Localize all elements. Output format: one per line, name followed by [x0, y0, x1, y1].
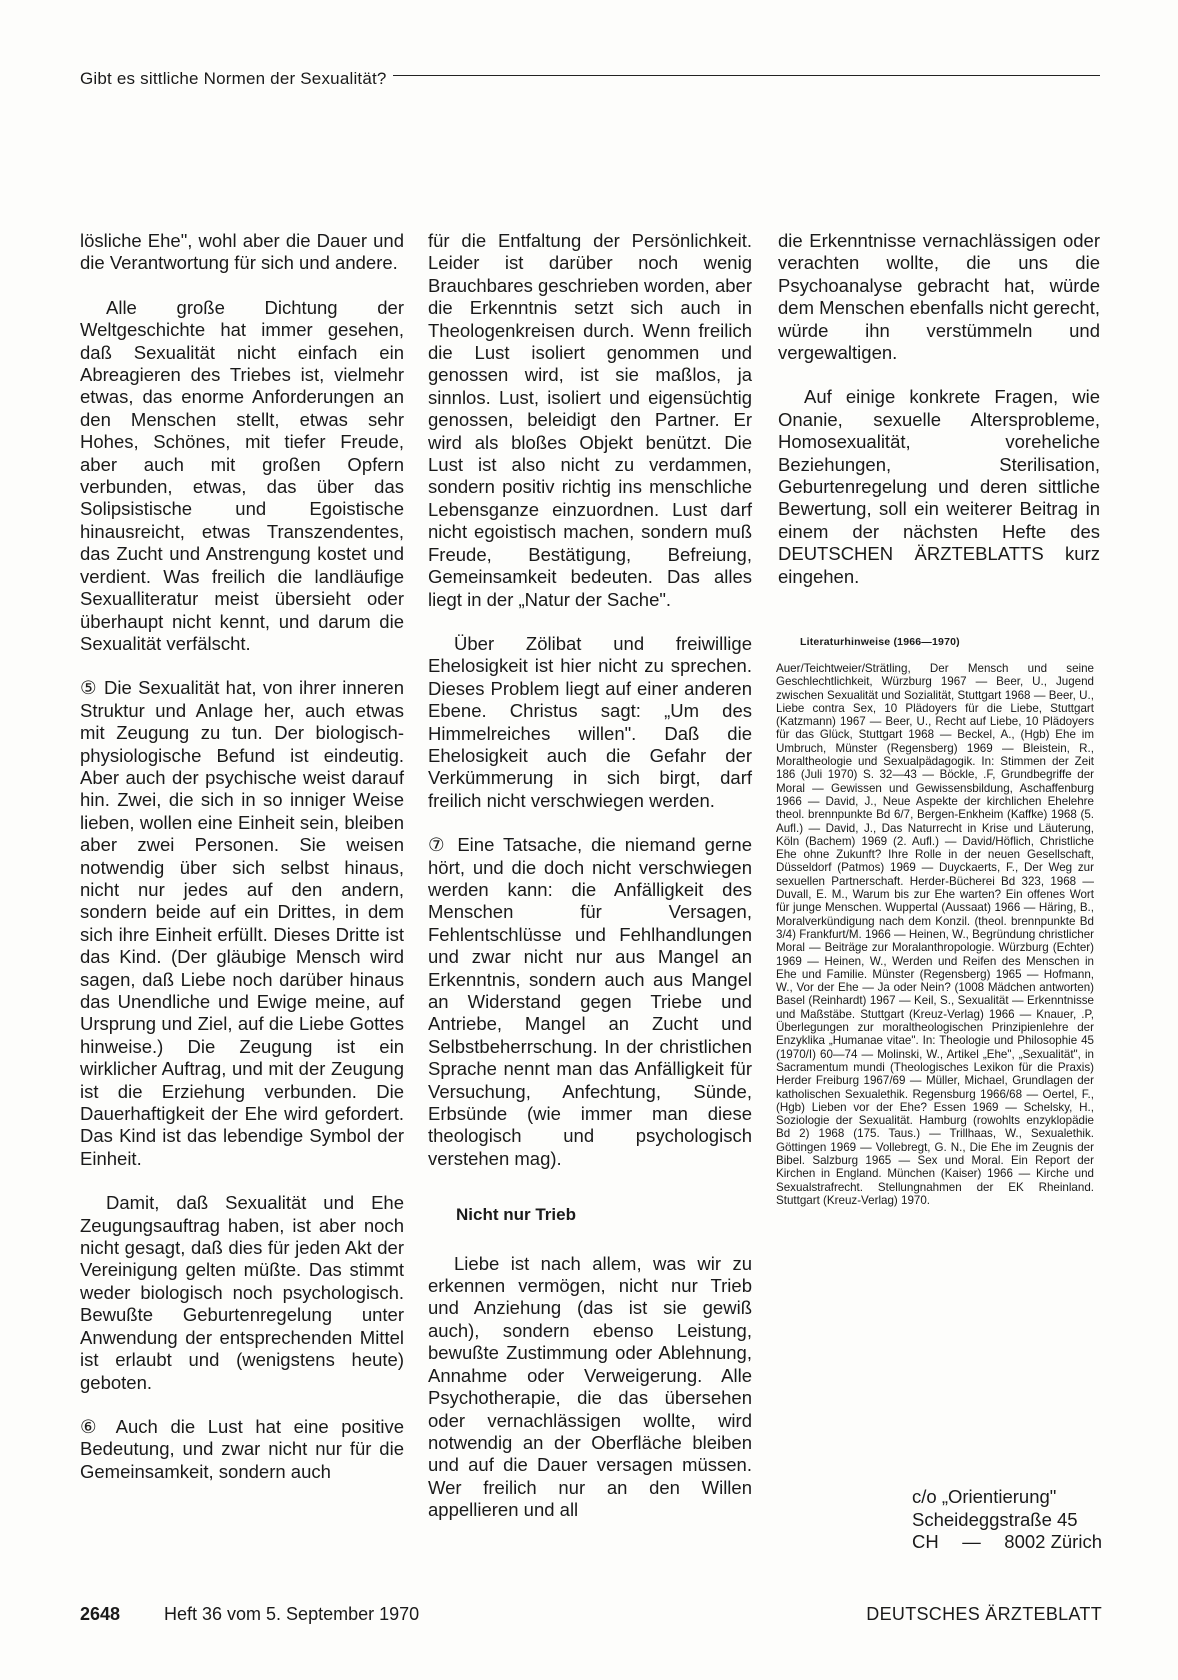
address-line [912, 1531, 1102, 1554]
issue-info: Heft 36 vom 5. September 1970 [164, 1604, 420, 1624]
section-subheading: Nicht nur Trieb [456, 1205, 576, 1225]
text-column-1 [80, 230, 404, 1505]
paragraph: Über Zölibat und freiwillige Ehelosigkeit ist hier nicht zu sprechen. Dieses Problem liegt auf einer anderen Ebene. Christus sagt: „Um des Himmelreiches willen". Daß die Ehelosigkeit auch die Gefahr der Verkümmerung in sich birgt, darf freilich nicht verschwiegen werden. [428, 632, 752, 811]
journal-name: DEUTSCHES ÄRZTEBLATT [866, 1604, 1102, 1624]
paragraph: ⑤ Die Sexualität hat, von ihrer inneren Struktur und Anlage her, auch etwas mit Zeugung zu tun. Der biologisch-physiologische Befund ist eindeutig. Aber auch der psychische weist darauf hin. Zwei, die sich in so inniger Weise lieben, wollen eine Einheit sein, bleiben aber zwei Personen. Sie weisen notwendig über sich selbst hinaus, nicht nur jedes auf den andern, sondern beide auf ein Drittes, in dem sich ihre Einheit erfüllt. Dieses Dritte ist das Kind. (Der gläubige Mensch wird sagen, daß Liebe noch darüber hinaus das Unendliche und Ewige meine, auf Ursprung und Ziel, auf die Liebe Gottes hinweise.) Die Zeugung ist ein wirklicher Auftrag, und mit der Zeugung ist die Erziehung verbunden. Die Dauerhaftigkeit der Ehe wird gefordert. Das Kind ist das lebendige Symbol der Einheit. [80, 677, 404, 1169]
page-number: 2648 [80, 1604, 121, 1624]
paragraph: ⑥ Auch die Lust hat eine positive Bedeutung, und zwar nicht nur für die Gemeinsamkeit, sondern auch [80, 1415, 404, 1482]
paragraph: lösliche Ehe", wohl aber die Dauer und die Verantwortung für sich und andere. [80, 230, 404, 274]
paragraph: für die Entfaltung der Persönlichkeit. Leider ist darüber noch wenig Brauchbares geschrieben worden, aber die Erkenntnis setzt sich auch in Theologenkreisen durch. Wenn freilich die Lust isoliert genommen und genossen wird, ist sie maßlos, ja sinnlos. Lust, isoliert und eigensüchtig genossen, beleidigt den Partner. Er wird als bloßes Objekt benützt. Die Lust ist also nicht zu verdammen, sondern positiv richtig ins menschliche Lebensganze einzuordnen. Lust darf nicht egoistisch machen, sondern muß Freude, Bestätigung, Befreiung, Gemeinsamkeit bedeuten. Das alles liegt in der „Natur der Sache". [428, 230, 752, 610]
header-rule [393, 75, 1100, 76]
address-line: c/o „Orientierung" [912, 1486, 1057, 1507]
paragraph: ⑦ Eine Tatsache, die niemand gerne hört, und die doch nicht verschwiegen werden kann: die Anfälligkeit des Menschen für Versagen, Fehlentschlüsse und Fehlhandlungen und zwar nicht nur aus Mangel an Erkenntnis, sondern auch aus Mangel an Widerstand gegen Triebe und Antriebe, Mangel an Zucht und Selbstbeherrschung. In der christlichen Sprache nennt man das Anfälligkeit für Versuchung, Anfechtung, Sünde, Erbsünde (wie immer man diese theologisch und psychologisch verstehen mag). [428, 834, 752, 1169]
paragraph: Alle große Dichtung der Weltgeschichte hat immer gesehen, daß Sexualität nicht einfach ein Abreagieren des Triebes ist, vielmehr etwas, das enorme Anforderungen an den Menschen stellt, etwas sehr Hohes, Schönes, mit tiefer Freude, aber auch mit großen Opfern verbunden, etwas, das über das Solipsistische und Egoistische hinausreicht, etwas Transzendentes, das Zucht und Anstrengung kostet und verdient. Was freilich die landläufige Sexualliteratur meist übersieht oder überhaupt nicht kennt, und darum die Sexualität verfälscht. [80, 296, 404, 654]
page-footer [80, 1604, 1102, 1630]
author-address [912, 1486, 1102, 1554]
address-line: Scheideggstraße 45 [912, 1508, 1078, 1530]
paragraph: die Erkenntnisse vernachlässigen oder verachten wollte, die uns die Psychoanalyse gebracht hat, würde dem Menschen ebenfalls nicht gerecht, würde ihn verstümmeln und vergewaltigen. [778, 230, 1100, 364]
address-city: 8002 Zürich [1004, 1531, 1102, 1552]
address-dash: — [962, 1531, 981, 1552]
text-column-2 [428, 230, 752, 1544]
address-country: CH [912, 1531, 939, 1552]
literature-heading: Literaturhinweise (1966—1970) [800, 636, 960, 648]
text-column-3 [778, 230, 1100, 610]
paragraph: Liebe ist nach allem, was wir zu erkennen vermögen, nicht nur Trieb und Anziehung (das ist sie gewiß auch), sondern ebenso Leistung, bewußte Zustimmung oder Ablehnung, Annahme oder Verweigerung. Alle Psychotherapie, die das übersehen oder vernachlässigen wollte, wird notwendig an der Oberfläche bleiben und auf die Dauer versagen müssen. Wer freilich nur an den Willen appellieren und all [428, 1252, 752, 1521]
literature-list: Auer/Teichtweier/Strätling, Der Mensch und seine Geschlechtlichkeit, Würzburg 1967 — Beer, U., Jugend zwischen Sexualität und Sozialität, Stuttgart 1968 — Beer, U., Liebe contra Sex, 10 Plädoyers für die Liebe, Stuttgart (Katzmann) 1967 — Beer, U., Recht auf Liebe, 10 Plädoyers für das Glück, Stuttgart 1968 — Beckel, A., (Hgb) Ehe im Umbruch, Münster (Regensberg) 1969 — Bleistein, R., Moraltheologie und Sexualpädagogik. In: Stimmen der Zeit 186 (Juli 1970) S. 32—43 — Böckle, .F, Grundbegriffe der Moral — Gewissen und Gewissensbildung, Aschaffenburg 1966 — David, J., Neue Aspekte der kirchlichen Ehelehre theol. brennpunkte Bd 6/7, Bergen-Enkheim (Kaffke) 1968 (5. Aufl.) — David, J., Das Naturrecht in Krise und Läuterung, Köln (Bachem) 1969 (2. Aufl.) — David/Höflich, Christliche Ehe ohne Zukunft? Ihre Rolle in der neuen Gesellschaft, Düsseldorf (Patmos) 1969 — Duyckaerts, F., Der Weg zur sexuellen Partnerschaft. Herder-Bücherei Bd 323, 1968 — Duvall, E. M., Warum bis zur Ehe warten? Ein offenes Wort für junge Menschen. Wuppertal (Aussaat) 1966 — Häring, B., Moralverkündigung nach dem Konzil. (theol. brennpunkte Bd 3/4) Frankfurt/M. 1966 — Heinen, W., Begründung christlicher Moral — Beiträge zur Moralanthropologie. Würzburg (Echter) 1969 — Heinen, W., Werden und Reifen des Menschen in Ehe und Familie. Münster (Regensberg) 1965 — Hofmann, W., Vor der Ehe — Ja oder Nein? (1008 Mädchen antworten) Basel (Reinhardt) 1967 — Keil, S., Sexualität — Erkenntnisse und Maßstäbe. Stuttgart (Kreuz-Verlag) 1966 — Knauer, .P, Überlegungen zur moraltheologischen Prinzipienlehre der Enzyklika „Humanae vitae". In: Theologie und Philosophie 45 (1970/I) 60—74 — Molinski, W., Artikel „Ehe", „Sexualität", in Sacramentum mundi (Theologisches Lexikon für die Praxis) Herder Freiburg 1967/69 — Müller, Michael, Grundlagen der katholischen Sexualethik. Regensburg 1966/68 — Oertel, F., (Hgb) Lieben vor der Ehe? Essen 1969 — Schelsky, H., Soziologie der Sexualität. Hamburg (rowohlts enzyklopädie Bd 2) 1968 (175. Taus.) — Trillhaas, W., Sexualethik. Göttingen 1969 — Vollebregt, G. N., Die Ehe im Zeugnis der Bibel. Salzburg 1965 — Sex und Moral. Ein Report der Kirchen in England. München (Kaiser) 1966 — Kirche und Sexualstrafrecht. Stellungnahmen der EK Rheinland. Stuttgart (Kreuz-Verlag) 1970. [776, 662, 1094, 1207]
paragraph: Auf einige konkrete Fragen, wie Onanie, sexuelle Altersprobleme, Homosexualität, voreheliche Beziehungen, Sterilisation, Geburtenregelung und deren sittliche Bewertung, soll ein weiterer Beitrag in einem der nächsten Hefte des DEUTSCHEN ÄRZTEBLATTS kurz eingehen. [778, 386, 1100, 587]
paragraph: Damit, daß Sexualität und Ehe Zeugungsauftrag haben, ist aber noch nicht gesagt, daß dies für jeden Akt der Vereinigung gelten müßte. Das stimmt weder biologisch noch psychologisch. Bewußte Geburtenregelung unter Anwendung der entsprechenden Mittel ist erlaubt und (wenigstens heute) geboten. [80, 1192, 404, 1393]
running-title: Gibt es sittliche Normen der Sexualität? [80, 69, 387, 88]
running-header [80, 64, 1100, 94]
